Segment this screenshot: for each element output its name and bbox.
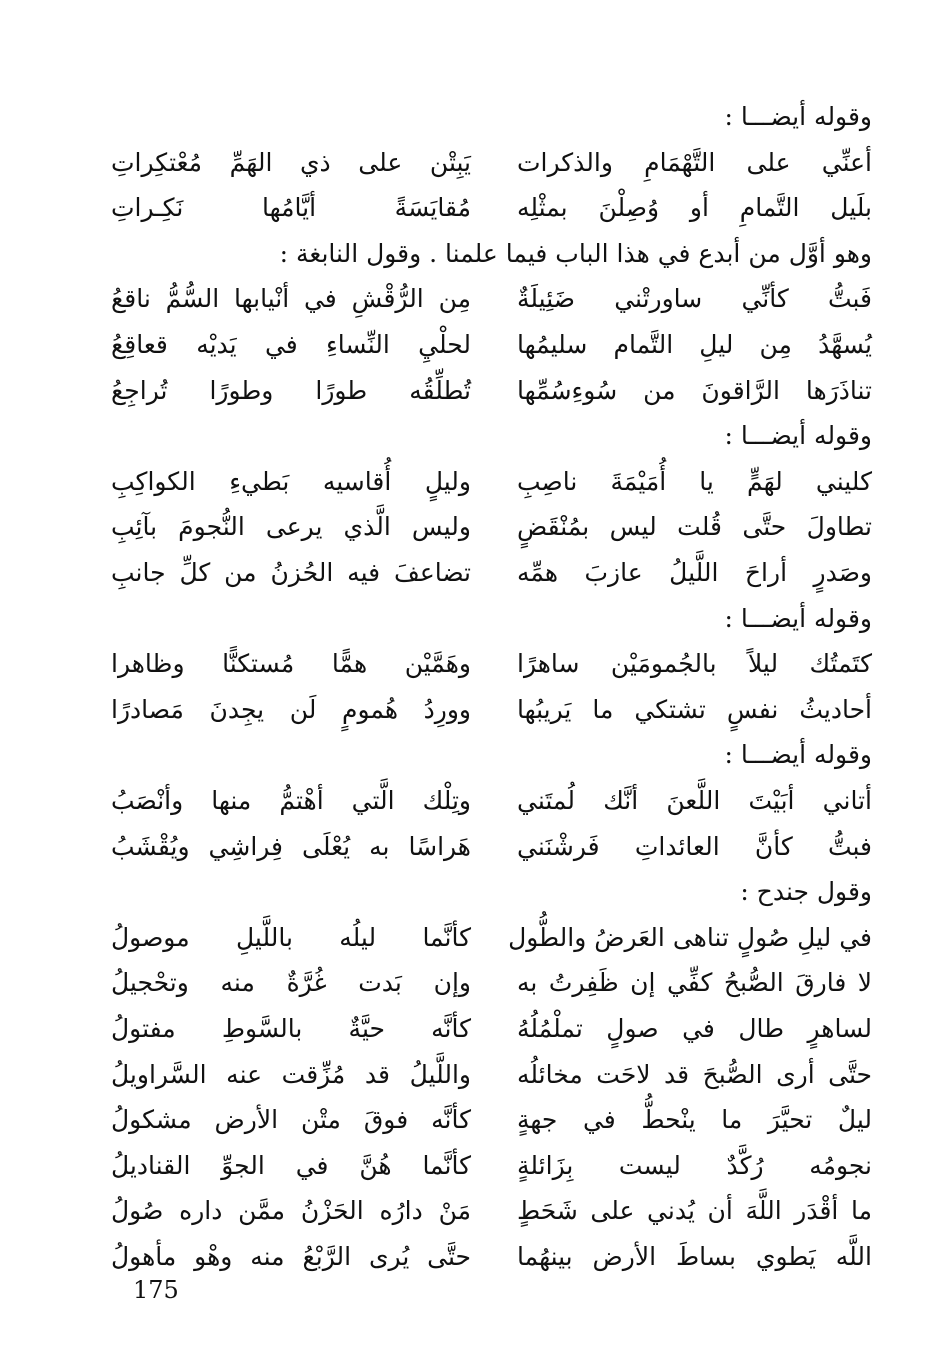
verse-second-hemistich: كأنَّما ليلُه باللَّيلِ موصولُ <box>111 923 471 952</box>
verse-first-hemistich: لا فارقَ الصُّبحُ كفِّي إن ظَفِرتُ به <box>517 968 872 997</box>
verse-first-hemistich: أعنِّي على التَّهْمَامِ والذكرات <box>517 148 872 177</box>
verse-second-hemistich: تضاعفَ فيه الحُزنُ من كلِّ جانبِ <box>111 558 471 587</box>
verse-first-hemistich: ما أقْدَر اللَّهَ أن يُدني على شَحَطٍ <box>517 1196 872 1225</box>
verse-first-hemistich: حتَّى أرى الصُّبحَ قد لاحَت مخائلُه <box>517 1060 872 1089</box>
verse-first-hemistich: أحاديثُ نفسٍ تشتكي ما يَريبُها <box>517 695 872 724</box>
verse-second-hemistich: يَبِتْن على ذي الهَمِّ مُعْتكِراتِ <box>111 148 471 177</box>
prose-line: وهو أوَّل من أبدع في هذا الباب فيما علمنا . وقول النابغة : <box>279 239 872 268</box>
verse-second-hemistich: كأنَّه فوقَ متْن الأرض مشكولُ <box>111 1105 471 1134</box>
verse-first-hemistich: فَبتُّ كأنِّي ساورتْني ضَئِيلَةٌ <box>517 284 872 313</box>
section-heading: وقول جندح : <box>740 877 872 906</box>
verse-second-hemistich: مُقايَسَةً أيَّامُها نَكِـراتِ <box>111 193 471 222</box>
page-number: 175 <box>133 1276 179 1304</box>
verse-second-hemistich: وورِدُ هُمومٍ لَن يجِدنَ مَصادرًا <box>111 695 471 724</box>
verse-second-hemistich: كأنَّه حيَّةٌ بالسَّوطِ مفتولُ <box>111 1014 471 1043</box>
verse-second-hemistich: هَراسًا به يُعْلَى فِراشِي ويُقْشَبُ <box>111 832 471 861</box>
verse-first-hemistich: لساهرٍ طال في صولٍ تملْمُلُهُ <box>517 1014 872 1043</box>
verse-first-hemistich: تناذَرَها الرَّاقونَ من سُوءِسُمِّها <box>517 376 872 405</box>
verse-first-hemistich: كتَمتُك ليلاً بالجُمومَيْن ساهرًا <box>517 649 872 678</box>
verse-first-hemistich: ليلٌ تحيَّرَ ما ينْحطُّ في جهةٍ <box>517 1105 872 1134</box>
verse-first-hemistich: أتاني أبَيْتَ اللَّعنَ أنَّك لُمتَني <box>517 786 872 815</box>
verse-second-hemistich: مِن الرُّقْشِ في أنْيابها السُّمُّ ناقعُ <box>111 284 471 313</box>
verse-second-hemistich: واللَّيلُ قد مُزِّقت عنه السَّراويلُ <box>111 1060 471 1089</box>
verse-second-hemistich: لحلْيِ النِّساءِ في يَديْه قعاقِعُ <box>111 330 471 359</box>
verse-first-hemistich: تطاولَ حتَّى قُلت ليس بمُنْقَضٍ <box>517 512 872 541</box>
verse-second-hemistich: وليلٍ أُقاسيه بَطيءِ الكواكِبِ <box>111 467 471 496</box>
verse-first-hemistich: اللَّه يَطوي بساطَ الأرض بينهُما <box>517 1242 872 1271</box>
verse-first-hemistich: وصَدرٍ أراحَ اللَّيلُ عازبَ همِّه <box>517 558 872 587</box>
section-heading: وقوله أيضـــا : <box>724 740 872 769</box>
verse-first-hemistich: في ليلِ صُولٍ تناهى العَرضُ والطُّول <box>508 923 872 952</box>
verse-first-hemistich: نجومُه رُكَّدٌ ليست بِزَائلةٍ <box>517 1151 872 1180</box>
verse-second-hemistich: تُطلِّقُه طورًا وطورًا تُراجِعُ <box>111 376 471 405</box>
section-heading: وقوله أيضـــا : <box>724 102 872 131</box>
verse-second-hemistich: وليس الَّذي يرعى النُّجومَ بآئِبِ <box>111 512 471 541</box>
verse-second-hemistich: وإن بَدت غُرَّةٌ منه وتحْجيلُ <box>111 968 471 997</box>
section-heading: وقوله أيضـــا : <box>724 421 872 450</box>
verse-first-hemistich: بلَيل التَّمامِ أو وُصِلْنَ بمثْلِه <box>517 193 872 222</box>
verse-second-hemistich: حتَّى يُرى الرَّبْعُ منه وهْو مأهولُ <box>111 1242 471 1271</box>
verse-first-hemistich: كليني لهَمٍّ يا أُمَيْمَةَ ناصِبِ <box>517 467 872 496</box>
verse-second-hemistich: وهَمَّيْن همًّا مُستكنًّا وظاهرا <box>111 649 471 678</box>
verse-second-hemistich: مَنْ دارُه الحَزْنُ ممَّن داره صُولُ <box>111 1196 471 1225</box>
section-heading: وقوله أيضـــا : <box>724 604 872 633</box>
verse-second-hemistich: كأنَّما هُنَّ في الجوِّ القناديلُ <box>111 1151 471 1180</box>
verse-first-hemistich: فبتُّ كأنَّ العائداتِ فَرشْنَني <box>517 832 872 861</box>
verse-second-hemistich: وتِلْك الَّتي أهْتمُّ منها وأنْصَبُ <box>111 786 471 815</box>
verse-first-hemistich: يُسهَّدُ مِن ليلِ التَّمام سليمُها <box>517 330 872 359</box>
